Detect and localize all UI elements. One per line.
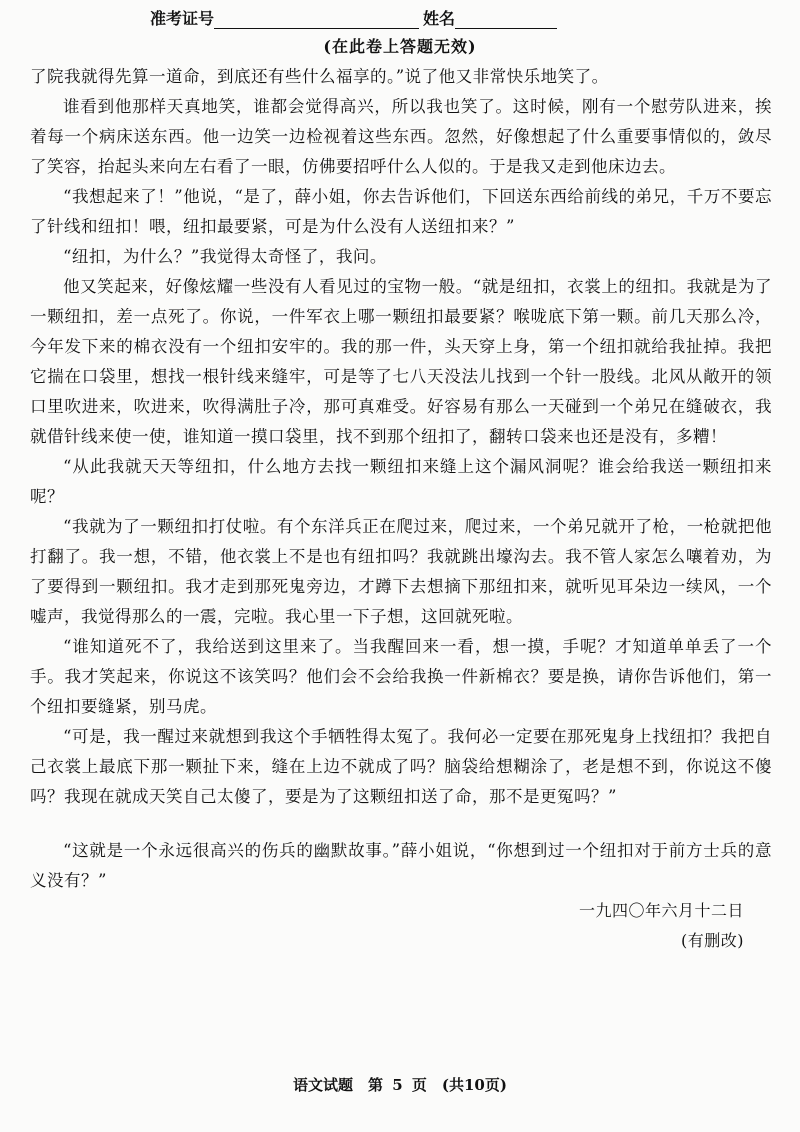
paragraph-4: “纽扣，为什么？”我觉得太奇怪了，我问。 [63, 247, 387, 266]
exam-id-label: 准考证号 [150, 9, 215, 28]
paragraph-9: “可是，我一醒过来就想到我这个手牺牲得太冤了。我何必一定要在那死鬼身上找纽扣？我把自己衣裳上最底下那一颗扯下来，缝在上边不就成了吗？脑袋给想糊涂了，老是想不到，你说这不傻吗？我现在就成天笑自己太傻了，要是为了这颗纽扣送了命，那不是更冤吗？” [30, 727, 772, 806]
paragraph-3: “我想起来了！”他说，“是了，薛小姐，你去告诉他们，下回送东西给前线的弟兄，千万不要忘了针线和纽扣！喂，纽扣最要紧，可是为什么没有人送纽扣来？” [30, 187, 772, 236]
exam-header [150, 6, 630, 32]
paragraph-6: “从此我就天天等纽扣，什么地方去找一颗纽扣来缝上这个漏风洞呢？谁会给我送一颗纽扣来呢？ [30, 457, 772, 506]
invalid-answer-notice: (在此卷上答题无效) [323, 37, 477, 56]
name-blank [455, 10, 557, 29]
page-footer: 语文试题 第 5 页 (共10页) [293, 1076, 507, 1094]
exam-id-blank [214, 10, 419, 29]
paragraph-8: “谁知道死不了，我给送到这里来了。当我醒回来一看，想一摸，手呢？才知道单单丢了一个手。我才笑起来，你说这不该笑吗？他们会不会给我换一件新棉衣？要是换，请你告诉他们，第一个纽扣要缝紧，别马虎。 [30, 637, 772, 716]
paragraph-10: “这就是一个永远很高兴的伤兵的幽默故事。”薛小姐说，“你想到过一个纽扣对于前方士兵的意义没有？” [30, 841, 772, 890]
paragraph-7: “我就为了一颗纽扣打仗啦。有个东洋兵正在爬过来，爬过来，一个弟兄就开了枪，一枪就把他打翻了。我一想，不错，他衣裳上不是也有纽扣吗？我就跳出壕沟去。我不管人家怎么嚷着劝，为了要得到一颗纽扣。我才走到那死鬼旁边，才蹲下去想摘下那纽扣来，就听见耳朵边一续风，一个嘘声，我觉得那么的一震，完啦。我心里一下子想，这回就死啦。 [30, 517, 772, 626]
name-label: 姓名 [423, 9, 456, 28]
paragraph-2: 谁看到他那样天真地笑，谁都会觉得高兴，所以我也笑了。这时候，刚有一个慰劳队进来，挨着每一个病床送东西。他一边笑一边检视着这些东西。忽然，好像想起了什么重要事情似的，敛尽了笑容，抬起头来向左右看了一眼，仿佛要招呼什么人似的。于是我又走到他床边去。 [30, 97, 772, 176]
passage-date: 一九四〇年六月十二日 [578, 901, 744, 920]
edit-note: (有删改) [681, 931, 744, 950]
paragraph-5: 他又笑起来，好像炫耀一些没有人看见过的宝物一般。“就是纽扣，衣裳上的纽扣。我就是为了一颗纽扣，差一点死了。你说，一件军衣上哪一颗纽扣最要紧？喉咙底下第一颗。前几天那么冷，今年发下来的棉衣没有一个纽扣安牢的。我的那一件，头天穿上身，第一个纽扣就给我扯掉。我把它揣在口袋里，想找一根针线来缝牢，可是等了七八天没法儿找到一个针一股线。北风从敞开的领口里吹进来，吹进来，吹得满肚子冷，那可真难受。好容易有那么一天碰到一个弟兄在缝破衣，我就借针线来使一使，谁知道一摸口袋里，找不到那个纽扣了，翻转口袋来也还是没有，多糟！ [30, 277, 772, 446]
section-gap [30, 812, 772, 836]
passage-body [30, 62, 772, 956]
paragraph-1: 了院我就得先算一道命，到底还有些什么福享的。”说了他又非常快乐地笑了。 [30, 67, 609, 86]
